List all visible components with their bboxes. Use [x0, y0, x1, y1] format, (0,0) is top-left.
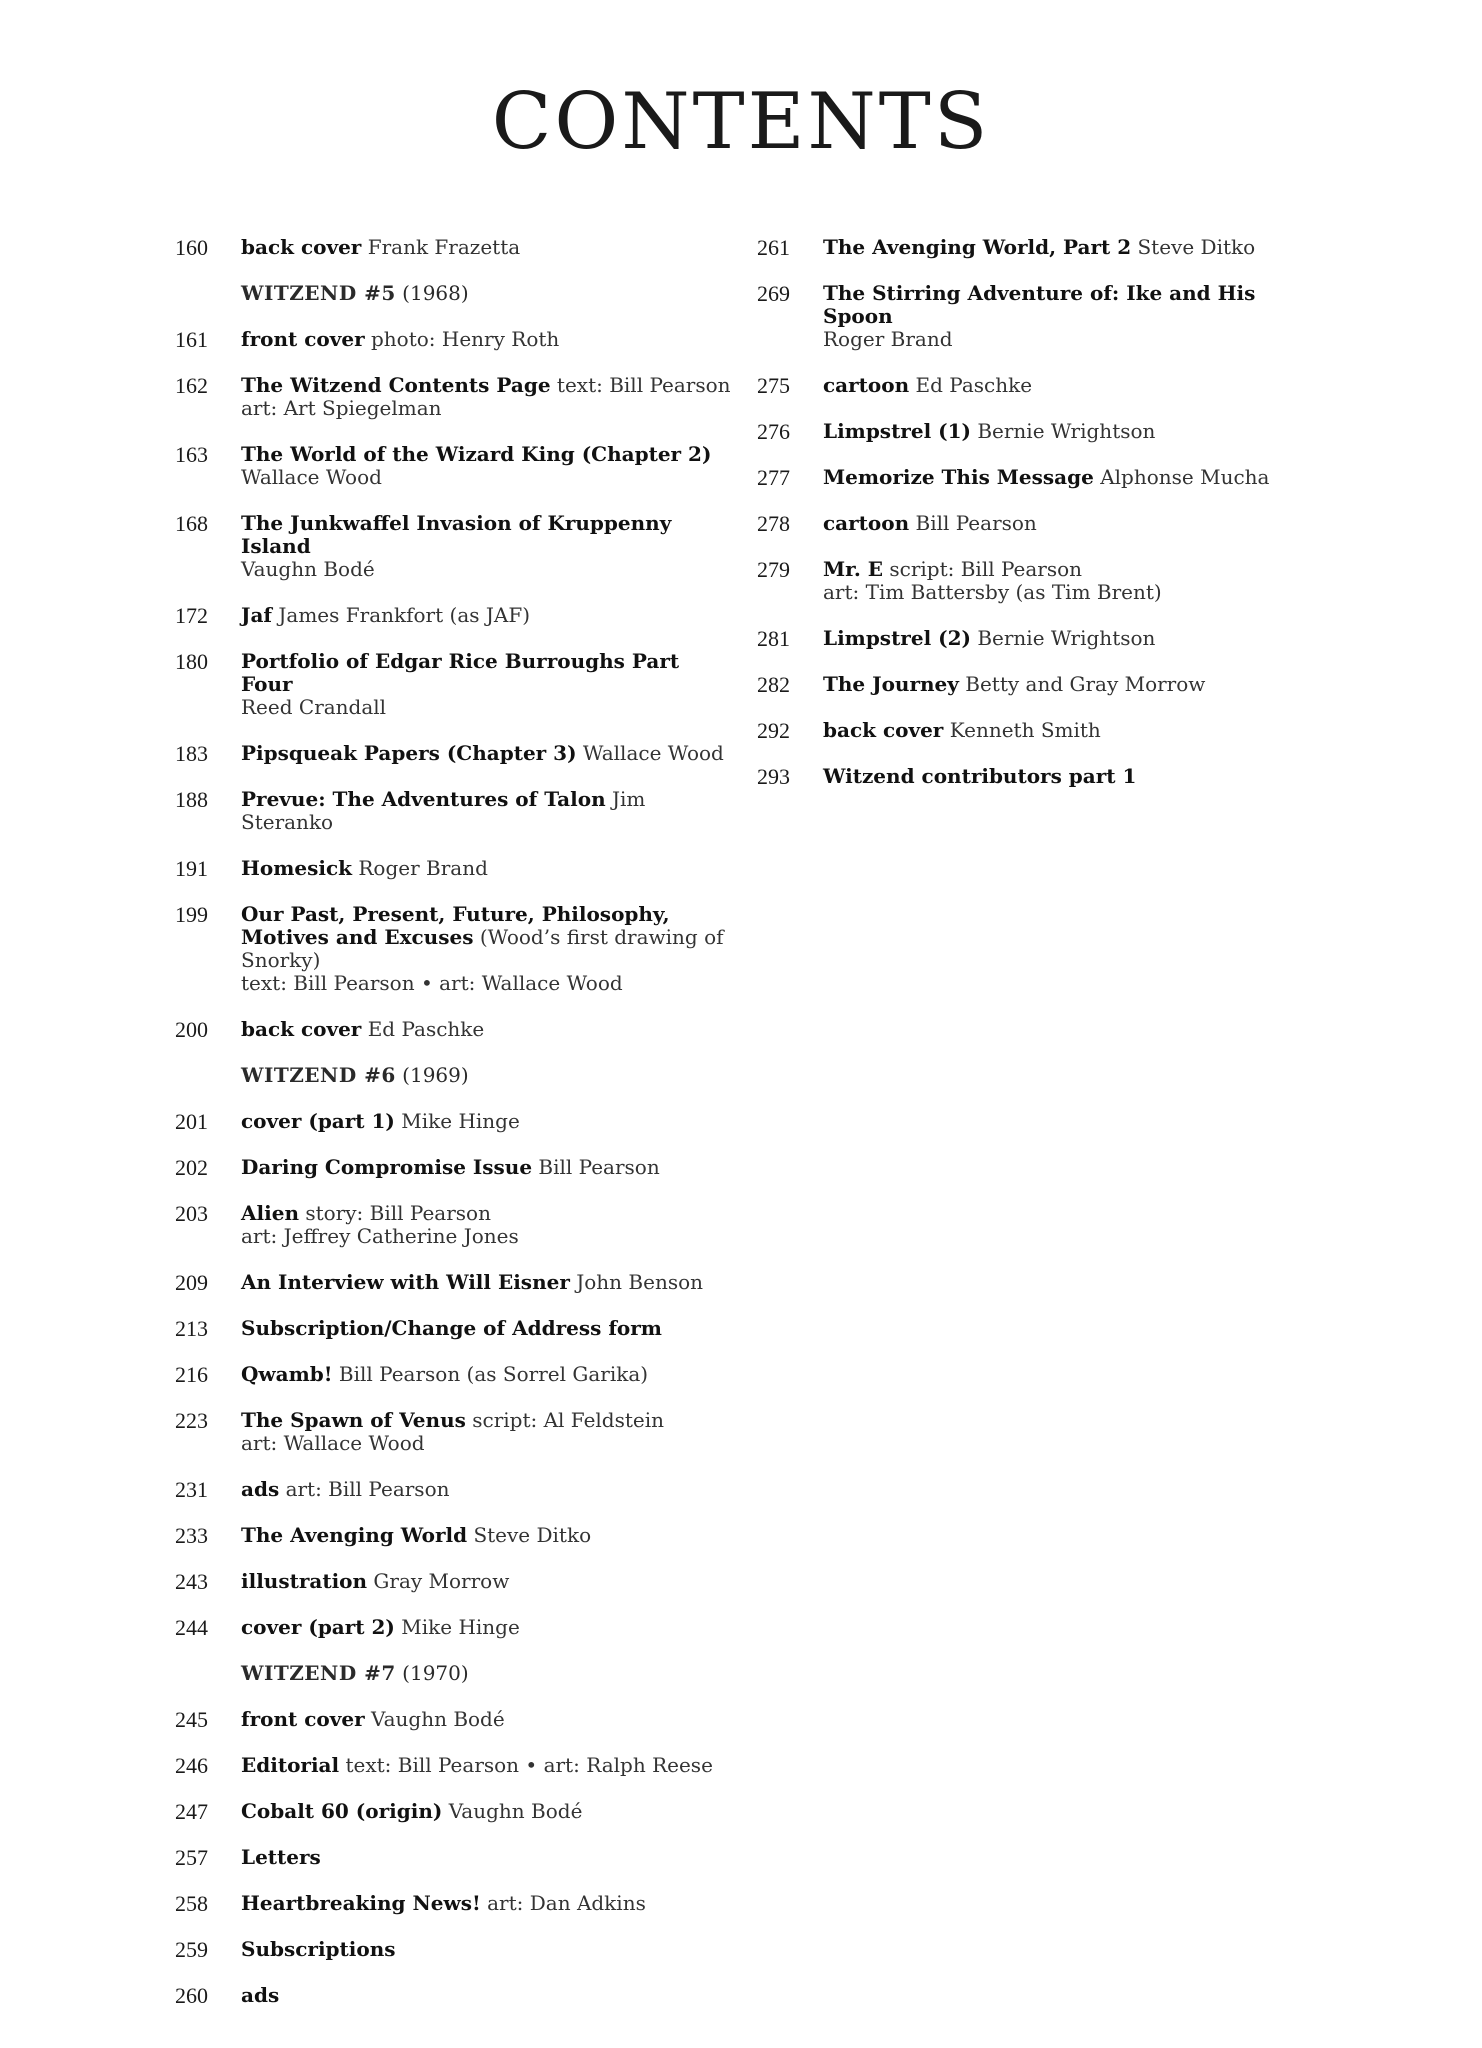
entry-title: front cover [241, 1707, 365, 1731]
entry-text [241, 1317, 735, 1340]
page-number: 203 [175, 1201, 208, 1226]
entry-text [823, 466, 1317, 489]
entry-title: Portfolio of Edgar Rice Burroughs Part Four [241, 649, 680, 696]
entry-text [823, 558, 1317, 604]
entry-credit-line: art: Art Spiegelman [241, 396, 442, 420]
entry-credit: Betty and Gray Morrow [965, 672, 1206, 696]
page-number: 269 [757, 281, 790, 306]
entry-text [823, 236, 1317, 259]
entry-credit: Kenneth Smith [949, 718, 1101, 742]
entry-title: The Avenging World, Part 2 [823, 235, 1132, 259]
page-number: 183 [175, 741, 208, 766]
entry-text [241, 512, 735, 581]
entry-credit: Bill Pearson [538, 1155, 660, 1179]
contents-entry [175, 1708, 735, 1731]
entry-title: front cover [241, 327, 365, 351]
entry-text [823, 420, 1317, 443]
page-number: 200 [175, 1017, 208, 1042]
contents-entry [175, 1018, 735, 1041]
entry-credit: Vaughn Bodé [370, 1707, 505, 1731]
page-number: 161 [175, 327, 208, 352]
entry-title: Jaf [241, 603, 273, 627]
contents-entry [175, 374, 735, 420]
entry-credit: Bernie Wrightson [977, 419, 1156, 443]
entry-text [241, 1524, 735, 1547]
page-number: 180 [175, 649, 208, 674]
entry-title: ads [241, 1477, 280, 1501]
entry-credit: Steve Ditko [1137, 235, 1256, 259]
entry-credit: Ed Paschke [367, 1017, 485, 1041]
contents-entry [175, 1800, 735, 1823]
section-title: WITZEND #7 [241, 1661, 396, 1685]
contents-entry [175, 903, 735, 995]
entry-title: Memorize This Message [823, 465, 1094, 489]
section-title: WITZEND #5 [241, 281, 396, 305]
page-number: 278 [757, 511, 790, 536]
contents-entry [175, 1570, 735, 1593]
section-year: (1970) [402, 1661, 469, 1685]
page-number: 243 [175, 1569, 208, 1594]
entry-title: Letters [241, 1845, 321, 1869]
entry-text [823, 374, 1317, 397]
entry-text [241, 1708, 735, 1731]
page-number: 282 [757, 672, 790, 697]
page-number: 188 [175, 787, 208, 812]
entry-text [241, 1478, 735, 1501]
contents-entry [175, 1202, 735, 1248]
contents-entry [175, 1271, 735, 1294]
contents-entry [175, 1524, 735, 1547]
page-number: 277 [757, 465, 790, 490]
entry-title: Alien [241, 1201, 299, 1225]
page-number: 231 [175, 1477, 208, 1502]
section-year: (1969) [402, 1063, 469, 1087]
entry-title: The Journey [823, 672, 959, 696]
entry-text [823, 512, 1317, 535]
page-number: 160 [175, 235, 208, 260]
page-number: 244 [175, 1615, 208, 1640]
page-number: 257 [175, 1845, 208, 1870]
entry-text [241, 1110, 735, 1133]
entry-title: cartoon [823, 373, 910, 397]
contents-entry [175, 512, 735, 581]
page-number: 209 [175, 1270, 208, 1295]
contents-entry [757, 512, 1317, 535]
contents-entry [175, 1984, 735, 2007]
page-number: 162 [175, 373, 208, 398]
entry-text [241, 1846, 735, 1869]
page-number: 260 [175, 1983, 208, 2008]
entry-text [241, 1202, 735, 1248]
entry-title: Witzend contributors part 1 [823, 764, 1137, 788]
entry-credit: Bill Pearson [915, 511, 1037, 535]
entry-title: Our Past, Present, Future, Philosophy, Motives and Excuses [241, 902, 670, 949]
entry-text [241, 1409, 735, 1455]
section-text [241, 1662, 735, 1685]
entry-text [241, 903, 735, 995]
entry-text [241, 742, 735, 765]
entry-text [241, 1892, 735, 1915]
entry-title: cover (part 2) [241, 1615, 395, 1639]
contents-column-left [175, 236, 735, 2030]
contents-entry [175, 650, 735, 719]
entry-text [241, 236, 735, 259]
page-number: 213 [175, 1316, 208, 1341]
entry-text [241, 1984, 735, 2007]
contents-entry [757, 374, 1317, 397]
entry-credit: photo: Henry Roth [370, 327, 560, 351]
contents-entry [175, 788, 735, 834]
entry-text [241, 650, 735, 719]
entry-credit: Jim Steranko [241, 787, 646, 834]
contents-entry [175, 1616, 735, 1639]
entry-title: back cover [241, 1017, 362, 1041]
entry-credit: (Wood’s first drawing of Snorky) [241, 925, 724, 972]
entry-title: The Avenging World [241, 1523, 468, 1547]
contents-entry [175, 604, 735, 627]
page-number: 275 [757, 373, 790, 398]
entry-title: Prevue: The Adventures of Talon [241, 787, 606, 811]
entry-title: The Stirring Adventure of: Ike and His Spoon [823, 281, 1256, 328]
entry-credit: Vaughn Bodé [448, 1799, 583, 1823]
contents-entry [175, 1892, 735, 1915]
entry-title: Subscription/Change of Address form [241, 1316, 662, 1340]
entry-text [241, 328, 735, 351]
contents-entry [175, 857, 735, 880]
entry-credit: story: Bill Pearson [305, 1201, 491, 1225]
entry-title: cover (part 1) [241, 1109, 395, 1133]
contents-entry [757, 558, 1317, 604]
entry-title: back cover [241, 235, 362, 259]
contents-entry [757, 765, 1317, 788]
entry-text [241, 1616, 735, 1639]
contents-entry [175, 1846, 735, 1869]
page-number: 201 [175, 1109, 208, 1134]
entry-text [241, 1156, 735, 1179]
contents-entry [757, 282, 1317, 351]
page-number: 292 [757, 718, 790, 743]
contents-entry [757, 466, 1317, 489]
entry-text [241, 604, 735, 627]
contents-entry [175, 1317, 735, 1340]
entry-credit: James Frankfort (as JAF) [278, 603, 531, 627]
entry-credit: art: Dan Adkins [487, 1891, 646, 1915]
entry-credit-line: Wallace Wood [241, 465, 382, 489]
entry-title: Homesick [241, 856, 353, 880]
entry-credit-line: Vaughn Bodé [241, 557, 375, 581]
page-number: 246 [175, 1753, 208, 1778]
entry-title: Editorial [241, 1753, 340, 1777]
entry-credit: Mike Hinge [401, 1615, 520, 1639]
page-number: 276 [757, 419, 790, 444]
entry-credit: Alphonse Mucha [1100, 465, 1270, 489]
contents-entry [757, 719, 1317, 742]
contents-entry [175, 236, 735, 259]
entry-text [241, 788, 735, 834]
entry-credit-line: art: Tim Battersby (as Tim Brent) [823, 580, 1162, 604]
page-number: 191 [175, 856, 208, 881]
page-number: 233 [175, 1523, 208, 1548]
page-number: 168 [175, 511, 208, 536]
entry-credit: John Benson [576, 1270, 704, 1294]
page-number: 258 [175, 1891, 208, 1916]
contents-entry [175, 328, 735, 351]
entry-credit: Gray Morrow [373, 1569, 510, 1593]
entry-title: Limpstrel (2) [823, 626, 971, 650]
entry-text [241, 1754, 735, 1777]
entry-title: ads [241, 1983, 280, 2007]
entry-title: illustration [241, 1569, 368, 1593]
page-number: 293 [757, 764, 790, 789]
entry-title: The Witzend Contents Page [241, 373, 551, 397]
entry-credit: Steve Ditko [473, 1523, 592, 1547]
contents-entry [757, 420, 1317, 443]
contents-entry [175, 1409, 735, 1455]
entry-text [241, 443, 735, 489]
entry-text [241, 1570, 735, 1593]
entry-credit-line: text: Bill Pearson • art: Wallace Wood [241, 971, 623, 995]
entry-text [241, 1363, 735, 1386]
entry-title: cartoon [823, 511, 910, 535]
entry-text [823, 765, 1317, 788]
entry-title: Heartbreaking News! [241, 1891, 481, 1915]
contents-entry [757, 627, 1317, 650]
contents-entry [175, 742, 735, 765]
entry-credit-line: Roger Brand [823, 327, 953, 351]
entry-credit: Wallace Wood [582, 741, 724, 765]
entry-credit: Frank Frazetta [367, 235, 521, 259]
entry-text [241, 374, 735, 420]
entry-title: back cover [823, 718, 944, 742]
entry-title: Subscriptions [241, 1937, 396, 1961]
section-text [241, 1064, 735, 1087]
entry-title: The Spawn of Venus [241, 1408, 466, 1432]
entry-credit: Ed Paschke [915, 373, 1033, 397]
entry-credit-line: art: Wallace Wood [241, 1431, 425, 1455]
page-number: 216 [175, 1362, 208, 1387]
entry-title: The Junkwaffel Invasion of Kruppenny Island [241, 511, 672, 558]
entry-title: Cobalt 60 (origin) [241, 1799, 443, 1823]
page-number: 199 [175, 902, 208, 927]
entry-text [823, 627, 1317, 650]
contents-entry [175, 1754, 735, 1777]
section-heading [175, 1064, 735, 1087]
entry-credit: art: Bill Pearson [285, 1477, 450, 1501]
page-number: 245 [175, 1707, 208, 1732]
entry-title: Pipsqueak Papers (Chapter 3) [241, 741, 577, 765]
contents-entry [757, 236, 1317, 259]
entry-text [241, 857, 735, 880]
section-year: (1968) [402, 281, 469, 305]
page-number: 163 [175, 442, 208, 467]
entry-credit-line: art: Jeffrey Catherine Jones [241, 1224, 519, 1248]
entry-title: An Interview with Will Eisner [241, 1270, 570, 1294]
page-number: 247 [175, 1799, 208, 1824]
page-number: 279 [757, 557, 790, 582]
contents-entry [757, 673, 1317, 696]
entry-title: Limpstrel (1) [823, 419, 971, 443]
page-number: 261 [757, 235, 790, 260]
entry-credit: text: Bill Pearson • art: Ralph Reese [345, 1753, 713, 1777]
page-number: 223 [175, 1408, 208, 1433]
entry-credit: Bernie Wrightson [977, 626, 1156, 650]
page-number: 281 [757, 626, 790, 651]
page-title: CONTENTS [491, 77, 991, 167]
contents-entry [175, 1363, 735, 1386]
contents-entry [175, 1110, 735, 1133]
section-text [241, 282, 735, 305]
entry-credit: Bill Pearson (as Sorrel Garika) [338, 1362, 649, 1386]
entry-text [241, 1800, 735, 1823]
entry-text [823, 282, 1317, 351]
section-title: WITZEND #6 [241, 1063, 396, 1087]
page-number: 172 [175, 603, 208, 628]
page-number: 202 [175, 1155, 208, 1180]
entry-text [823, 673, 1317, 696]
entry-credit: script: Al Feldstein [472, 1408, 665, 1432]
entry-text [241, 1018, 735, 1041]
contents-entry [175, 1938, 735, 1961]
entry-credit: Mike Hinge [401, 1109, 520, 1133]
entry-text [241, 1271, 735, 1294]
entry-title: The World of the Wizard King (Chapter 2) [241, 442, 712, 466]
contents-column-right [757, 236, 1317, 811]
contents-entry [175, 443, 735, 489]
contents-entry [175, 1478, 735, 1501]
entry-title: Mr. E [823, 557, 884, 581]
entry-credit-line: Reed Crandall [241, 695, 387, 719]
entry-title: Daring Compromise Issue [241, 1155, 533, 1179]
entry-text [241, 1938, 735, 1961]
entry-credit: Roger Brand [358, 856, 488, 880]
entry-credit: script: Bill Pearson [889, 557, 1083, 581]
section-heading [175, 1662, 735, 1685]
entry-credit: text: Bill Pearson [556, 373, 731, 397]
page-number: 259 [175, 1937, 208, 1962]
entry-title: Qwamb! [241, 1362, 333, 1386]
entry-text [823, 719, 1317, 742]
contents-entry [175, 1156, 735, 1179]
section-heading [175, 282, 735, 305]
